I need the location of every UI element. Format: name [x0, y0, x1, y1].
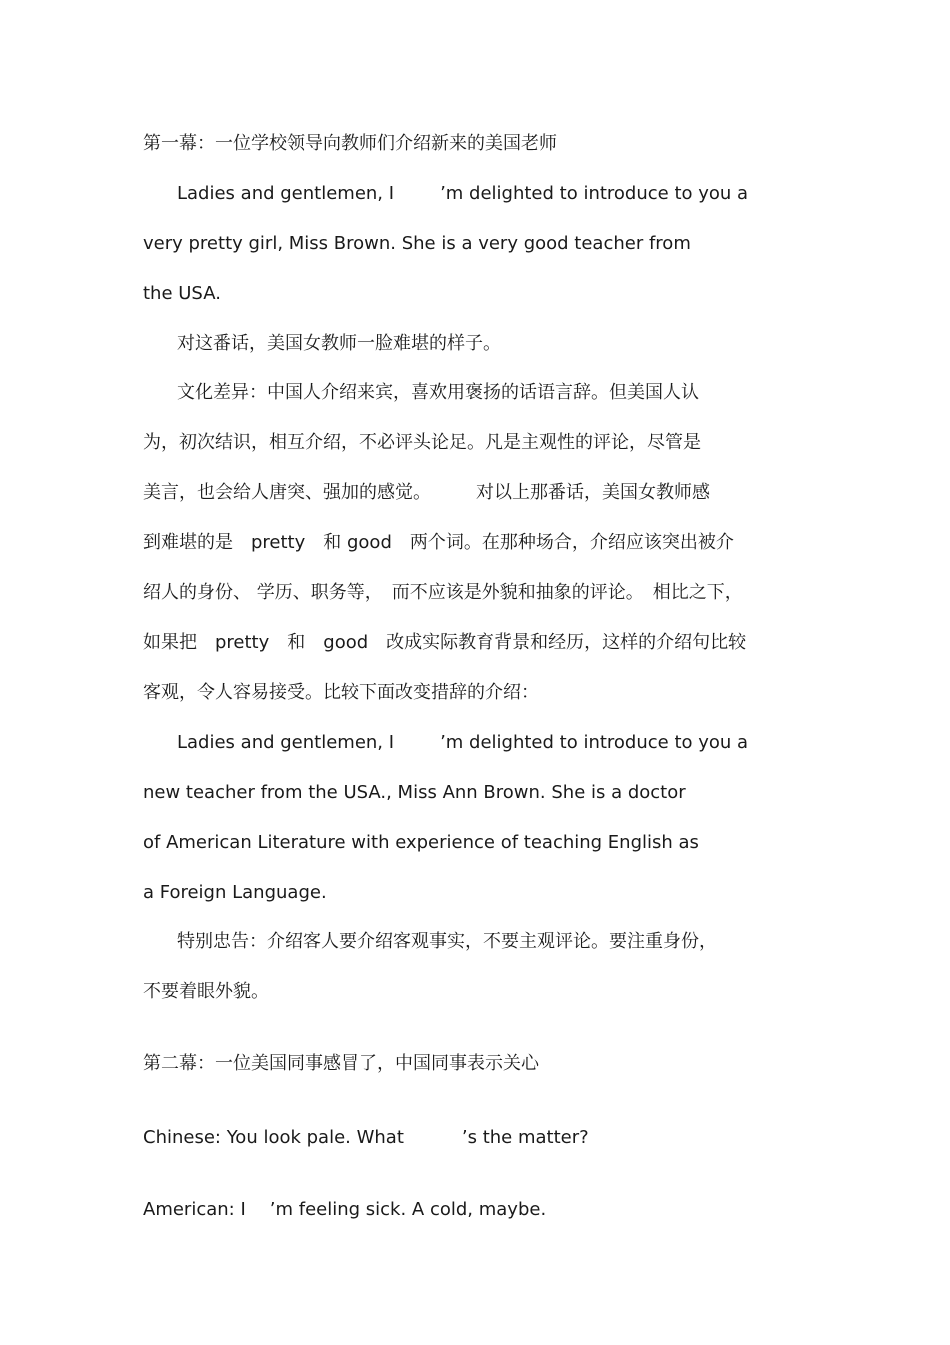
intro1-line3: the USA. [143, 283, 221, 304]
scene1-heading: 第一幕：一位学校领导向教师们介绍新来的美国老师 [143, 133, 557, 154]
intro2-line2: new teacher from the USA., Miss Ann Brown. She is a doctor [143, 782, 686, 803]
intro2-line1 [177, 731, 748, 755]
intro2-part-a: Ladies and gentlemen, I [177, 732, 395, 753]
diff-line-2: 为，初次结识，相互介绍，不必评头论足。凡是主观性的评论，尽管是 [143, 432, 701, 453]
dialogue-chinese-a: Chinese: You look pale. What [143, 1127, 404, 1148]
diff-line-6: 如果把 pretty 和 good 改成实际教育背景和经历，这样的介绍句比较 [143, 632, 747, 653]
advice-line-1: 特别忠告：介绍客人要介绍客观事实，不要主观评论。要注重身份， [177, 931, 717, 952]
intro1-line2: very pretty girl, Miss Brown. She is a very good teacher from [143, 233, 691, 254]
intro1-line1 [177, 182, 748, 206]
diff-line-1: 文化差异：中国人介绍来宾，喜欢用褒扬的话语言辞。但美国人认 [177, 382, 699, 403]
intro2-part-b: ’m delighted to introduce to you a [440, 732, 749, 753]
intro1-part-b: ’m delighted to introduce to you a [440, 183, 749, 204]
diff-line-7: 客观，令人容易接受。比较下面改变措辞的介绍： [143, 682, 539, 703]
intro2-line3: of American Literature with experience of teaching English as [143, 832, 699, 853]
scene2-heading: 第二幕：一位美国同事感冒了，中国同事表示关心 [143, 1053, 539, 1074]
dialogue-american [143, 1198, 546, 1222]
reaction-text: 对这番话，美国女教师一脸难堪的样子。 [177, 333, 501, 354]
dialogue-chinese-b: ’s the matter? [461, 1127, 589, 1148]
intro2-line4: a Foreign Language. [143, 882, 327, 903]
diff-line-4: 到难堪的是 pretty 和 good 两个词。在那种场合，介绍应该突出被介 [143, 532, 734, 553]
dialogue-american-a: American: I [143, 1199, 246, 1220]
dialogue-chinese [143, 1126, 589, 1150]
intro1-part-a: Ladies and gentlemen, I [177, 183, 395, 204]
dialogue-american-b: ’m feeling sick. A cold, maybe. [269, 1199, 547, 1220]
advice-line-2: 不要着眼外貌。 [143, 981, 269, 1002]
diff-line-5: 绍人的身份、 学历、职务等， 而不应该是外貌和抽象的评论。 相比之下， [143, 582, 743, 603]
diff-line-3: 美言，也会给人唐突、强加的感觉。 对以上那番话，美国女教师感 [143, 482, 710, 503]
